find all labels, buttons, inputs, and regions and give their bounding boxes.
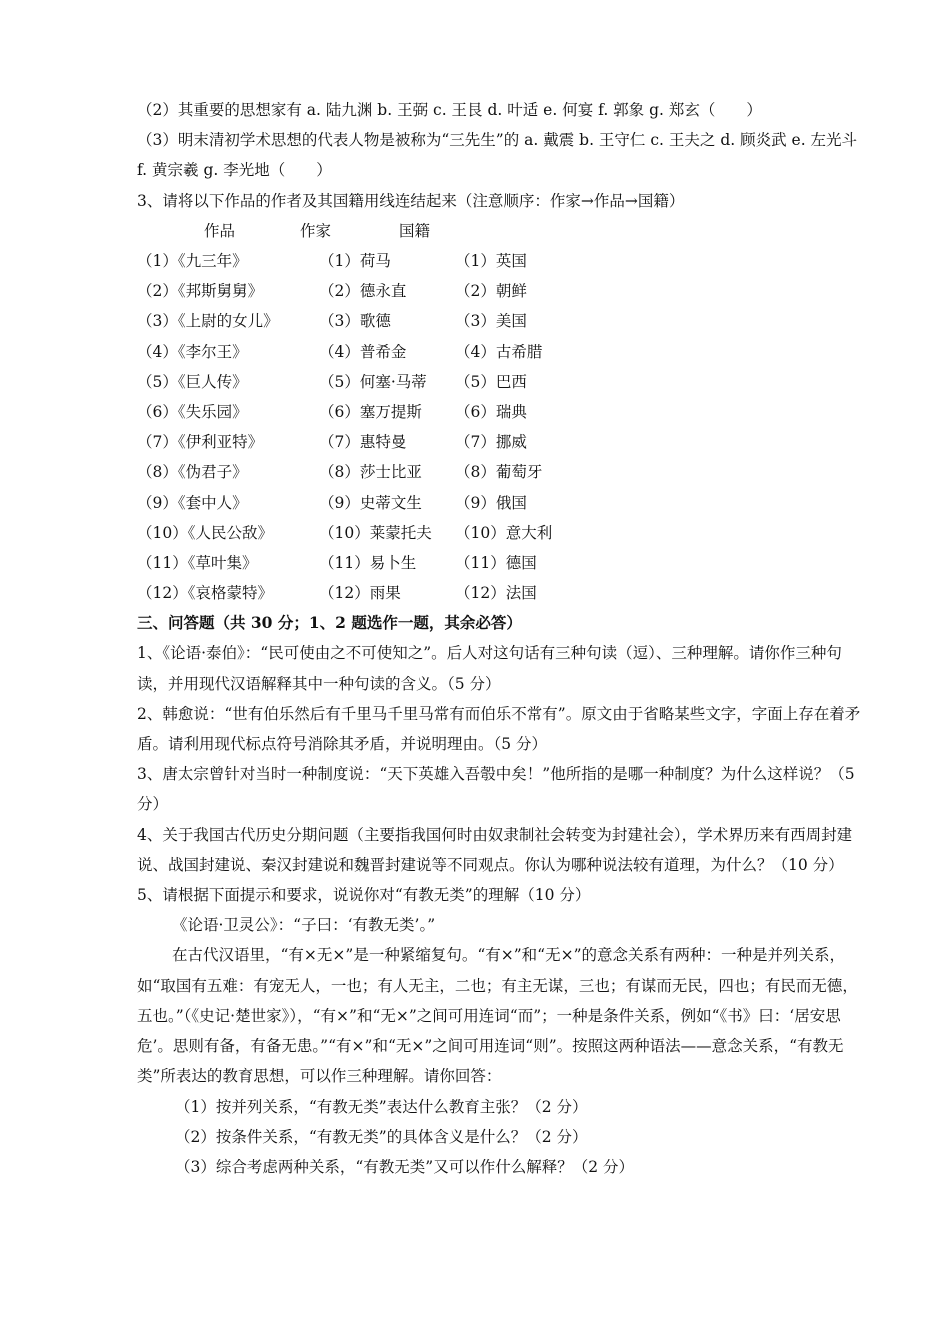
matching-work: （1）《九三年》 — [137, 252, 248, 270]
matching-work: （4）《李尔王》 — [137, 342, 248, 361]
question-2-3: （3）明末清初学术思想的代表人物是被称为“三先生”的 a. 戴震 b. 王守仁 c. 王夫之 d. 顾炎武 e. 左光斗 f. 黄宗羲 g. 李光地（ ） — [137, 131, 858, 180]
essay-question-2: 2、韩愈说：“世有伯乐然后有千里马千里马常有而伯乐不常有”。原文由于省略某些文字，字面上存在着矛盾。请利用现代标点符号消除其矛盾，并说明理由。（5 分） — [137, 704, 861, 754]
matching-nationality: （1）英国 — [455, 252, 527, 270]
matching-row — [137, 548, 861, 578]
matching-nationality: （11）德国 — [455, 553, 537, 572]
matching-nationality: （2）朝鲜 — [455, 282, 527, 301]
matching-nationality: （8）葡萄牙 — [455, 463, 543, 482]
matching-row — [137, 578, 861, 608]
section-3-heading: 三、问答题（共 30 分；1、2 题选作一题，其余必答） — [137, 613, 522, 633]
matching-author: （9）史蒂文生 — [319, 493, 422, 512]
matching-row — [137, 367, 861, 397]
matching-author: （3）歌德 — [319, 312, 391, 331]
header-works: 作品 — [204, 221, 236, 240]
essay-question-1: 1、《论语·泰伯》：“民可使由之不可使知之”。后人对这句话有三种句读（逗）、三种理解。请你作三种句读，并用现代汉语解释其中一种句读的含义。（5 分） — [137, 644, 842, 693]
explanation-paragraph: 在古代汉语里，“有×无×”是一种紧缩复句。“有×”和“无×”的意念关系有两种：一种是并列关系，如“取国有五难：有宠无人，一也；有人无主，二也；有主无谋，三也；有谋而无民，四也；有民而无德，五也。”（《史记·楚世家》），“有×”和“无×”之间可用连词“而”；一种是条件关系，例如“《书》曰：‘居安思危’。思则有备，有备无患。”“有×”和“无×”之间可用连词“则”。按照这两种语法——意念关系，“有教无类”所表达的教育思想，可以作三种理解。请你回答： — [137, 946, 858, 1086]
matching-work: （10）《人民公敌》 — [137, 523, 273, 542]
matching-author: （7）惠特曼 — [319, 433, 407, 452]
matching-nationality: （10）意大利 — [455, 523, 553, 542]
matching-work: （11）《草叶集》 — [137, 553, 258, 572]
matching-author: （2）德永直 — [319, 282, 407, 301]
matching-row — [137, 276, 861, 306]
matching-work: （7）《伊利亚特》 — [137, 433, 264, 452]
matching-author: （12）雨果 — [319, 584, 401, 603]
matching-author: （6）塞万提斯 — [319, 402, 422, 421]
matching-work: （2）《邦斯舅舅》 — [137, 282, 264, 301]
sub-question-1: （1）按并列关系，“有教无类”表达什么教育主张？（2 分） — [175, 1097, 588, 1116]
matching-nationality: （12）法国 — [455, 584, 537, 603]
matching-nationality: （6）瑞典 — [455, 402, 527, 421]
matching-author: （8）莎士比亚 — [319, 463, 422, 482]
matching-work: （9）《套中人》 — [137, 493, 248, 512]
sub-question-2: （2）按条件关系，“有教无类”的具体含义是什么？（2 分） — [175, 1127, 588, 1146]
sub-question-3: （3）综合考虑两种关系，“有教无类”又可以作什么解释？（2 分） — [175, 1157, 635, 1176]
matching-work: （3）《上尉的女儿》 — [137, 312, 279, 331]
matching-author: （1）荷马 — [319, 252, 391, 270]
matching-work: （8）《伪君子》 — [137, 463, 248, 482]
header-authors: 作家 — [300, 221, 332, 240]
matching-headers — [137, 216, 861, 246]
matching-author: （10）莱蒙托夫 — [319, 523, 432, 542]
matching-row — [137, 397, 861, 427]
essay-question-4: 4、关于我国古代历史分期问题（主要指我国何时由奴隶制社会转变为封建社会），学术界历来有西周封建说、战国封建说、秦汉封建说和魏晋封建说等不同观点。你认为哪种说法较有道理，为什么？（10 分） — [137, 825, 853, 874]
matching-row — [137, 337, 861, 367]
matching-row — [137, 457, 861, 487]
matching-row — [137, 306, 861, 336]
matching-row — [137, 427, 861, 457]
matching-work: （12）《哀格蒙特》 — [137, 584, 273, 603]
matching-nationality: （4）古希腊 — [455, 342, 543, 361]
matching-nationality: （5）巴西 — [455, 372, 527, 391]
matching-nationality: （7）挪威 — [455, 433, 527, 452]
matching-row — [137, 488, 861, 518]
matching-author: （11）易卜生 — [319, 553, 417, 572]
matching-work: （5）《巨人传》 — [137, 372, 248, 391]
matching-row — [137, 518, 861, 548]
essay-question-5: 5、请根据下面提示和要求，说说你对“有教无类”的理解（10 分） — [137, 886, 591, 905]
document-body — [137, 95, 861, 1182]
matching-nationality: （3）美国 — [455, 312, 527, 331]
header-nationality: 国籍 — [399, 221, 431, 240]
matching-table — [137, 246, 861, 608]
question-2-2: （2）其重要的思想家有 a. 陆九渊 b. 王弼 c. 王艮 d. 叶适 e. 何宴 f. 郭象 g. 郑玄（ ） — [137, 101, 762, 119]
matching-nationality: （9）俄国 — [455, 493, 527, 512]
question-3-title: 3、请将以下作品的作者及其国籍用线连结起来（注意顺序：作家→作品→国籍） — [137, 191, 685, 210]
matching-work: （6）《失乐园》 — [137, 402, 248, 421]
matching-row — [137, 246, 861, 276]
matching-author: （5）何塞·马蒂 — [319, 372, 427, 391]
matching-author: （4）普希金 — [319, 342, 407, 361]
essay-question-3: 3、唐太宗曾针对当时一种制度说：“天下英雄入吾彀中矣！”他所指的是哪一种制度？为什么这样说？（5 分） — [137, 765, 855, 814]
quote-line: 《论语·卫灵公》：“子曰：‘有教无类’。” — [172, 916, 436, 935]
